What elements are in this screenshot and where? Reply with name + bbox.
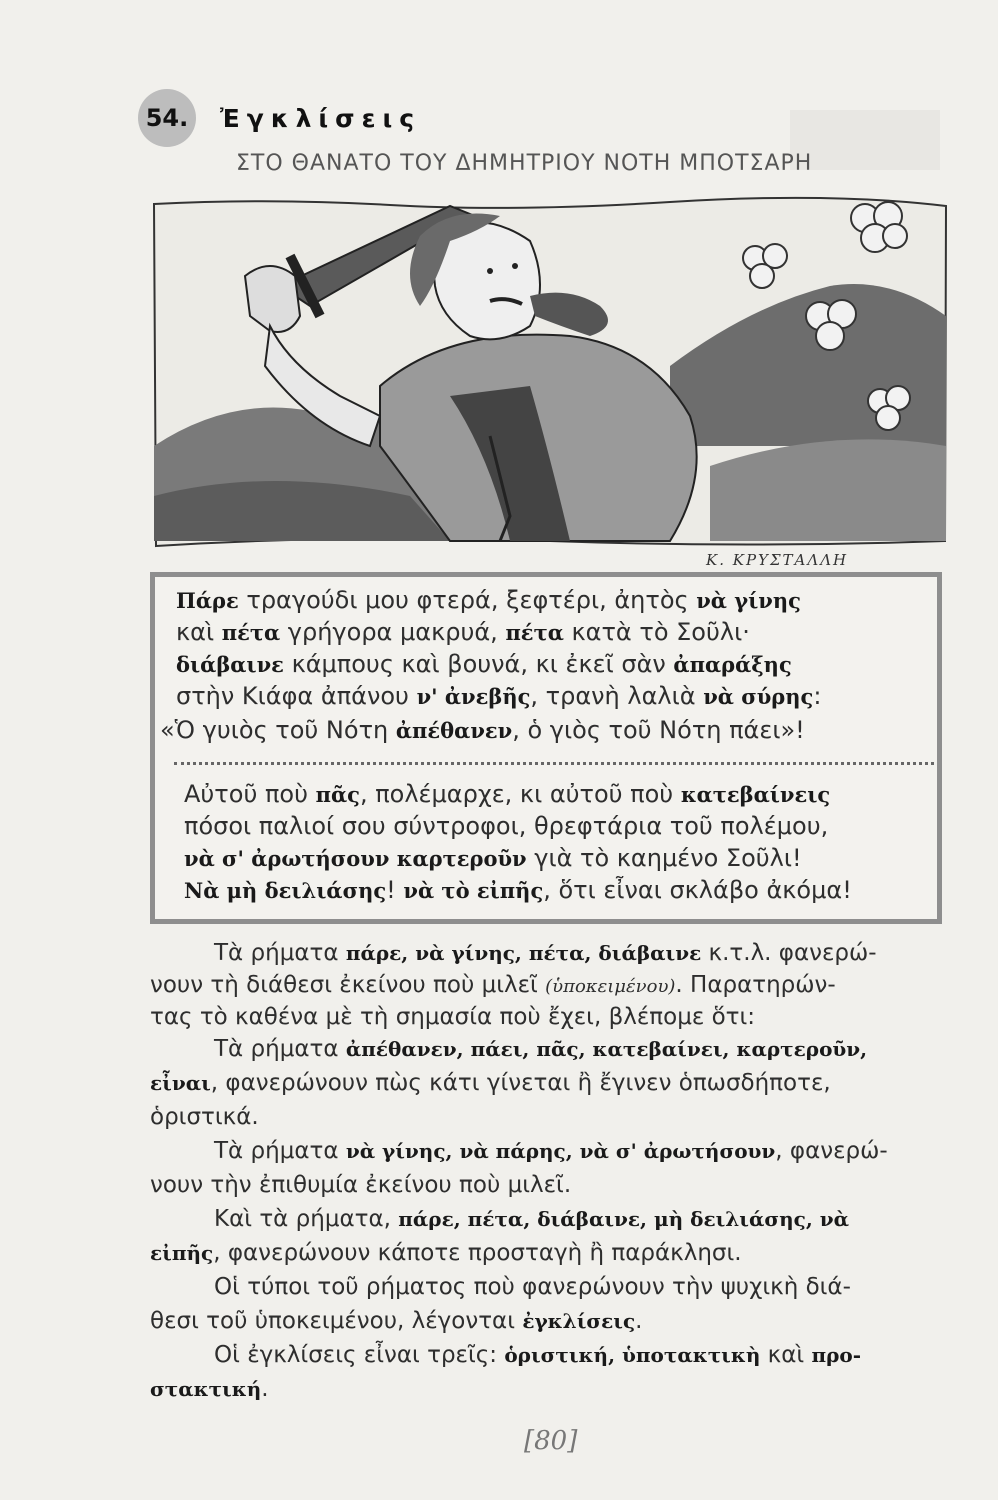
bold-term: στακτική [150, 1377, 262, 1401]
text-run: ὁριστικά. [150, 1104, 259, 1130]
text-run: Καὶ τὰ ρήματα, [214, 1206, 399, 1232]
poem-line [184, 810, 828, 842]
body-line [150, 1306, 642, 1336]
bold-term: νὰ σύρης [703, 684, 814, 709]
text-run: κάμπους καὶ βουνά, κι ἐκεῖ σὰν [283, 650, 674, 678]
bold-term: νὰ γίνης, νὰ πάρης, νὰ σ' ἀρωτήσουν [345, 1139, 776, 1163]
text-run: Αὐτοῦ ποὺ [184, 780, 316, 808]
bold-term: νὰ σ' ἀρωτήσουν καρτεροῦν [184, 846, 527, 871]
illustration-credit: Κ. ΚΡΥΣΤΑΛΛΗ [706, 551, 849, 569]
text-run: νουν τὴ διάθεσι ἐκείνου ποὺ μιλεῖ [150, 972, 546, 998]
body-line [214, 1034, 867, 1064]
poem-line [160, 714, 805, 747]
bold-term: εἰπῆς [150, 1241, 214, 1265]
body-line [150, 1102, 259, 1132]
text-run: , τρανὴ λαλιὰ [530, 682, 704, 710]
poem-line [176, 680, 821, 713]
poem-subtitle: ΣΤΟ ΘΑΝΑΤΟ ΤΟΥ ΔΗΜΗΤΡΙΟΥ ΝΟΤΗ ΜΠΟΤΣΑΡΗ [236, 151, 813, 176]
bold-term: ἀπέθανεν, πάει, πᾶς, κατεβαίνει, καρτεροῦν, [345, 1037, 868, 1061]
body-line [214, 1340, 861, 1370]
poem-line [176, 648, 792, 681]
bold-term: πᾶς [315, 782, 360, 807]
text-run: καὶ [176, 618, 222, 646]
italic-term: (ὑποκειμένου) [545, 976, 676, 997]
text-run: , φανερώνουν κάποτε προσταγὴ ἢ παράκλησι. [213, 1240, 742, 1266]
poem-line [176, 616, 750, 649]
text-run: . [261, 1376, 269, 1402]
bold-term: νὰ τὸ εἰπῆς [403, 878, 544, 903]
text-run: . [635, 1308, 643, 1334]
bold-term: κατεβαίνεις [680, 782, 831, 807]
body-line [214, 1272, 851, 1302]
text-run: . Παρατηρών- [675, 972, 836, 998]
warrior-illustration [150, 196, 950, 551]
page-number: [80] [524, 1426, 578, 1456]
text-run: κ.τ.λ. φανερώ- [701, 940, 877, 966]
text-run: τας τὸ καθένα μὲ τὴ σημασία ποὺ ἔχει, βλέπομε ὅτι: [150, 1004, 756, 1030]
text-run: , φανερώνουν πὼς κάτι γίνεται ἢ ἔγινεν ὁπωσδήποτε, [210, 1070, 831, 1096]
body-line [150, 970, 836, 1002]
text-run: καὶ [760, 1342, 812, 1368]
text-run: , φανερώ- [775, 1138, 888, 1164]
text-run: , ὅτι εἶναι σκλάβο ἀκόμα! [543, 876, 852, 904]
bold-term: ἐγκλίσεις [522, 1309, 636, 1333]
body-line [150, 1002, 755, 1032]
lesson-header [138, 88, 421, 148]
bold-term: Νὰ μὴ δειλιάσης [184, 878, 387, 903]
text-run: κατὰ τὸ Σοῦλι· [563, 618, 750, 646]
text-run: γρήγορα μακρυά, [280, 618, 506, 646]
text-run: γιὰ τὸ καημένο Σοῦλι! [526, 844, 802, 872]
stanza-separator [174, 762, 934, 775]
body-line [214, 1204, 849, 1234]
text-run: Τὰ ρήματα [214, 1036, 346, 1062]
text-run: : [813, 682, 822, 710]
bold-term: ἀπέθανεν [395, 718, 513, 743]
bold-term: εἶναι [150, 1071, 211, 1095]
bold-term: ὁριστική, ὑποτακτικὴ [504, 1343, 761, 1367]
body-line [150, 1068, 831, 1098]
text-run: Τὰ ρήματα [214, 1138, 346, 1164]
body-line [214, 1136, 888, 1166]
bold-term: πάρε, νὰ γίνης, πέτα, διάβαινε [345, 941, 702, 965]
body-line [214, 938, 877, 968]
text-run: , ὁ γιὸς τοῦ Νότη πάει»! [512, 716, 805, 744]
text-run: «Ὁ γυιὸς τοῦ Νότη [160, 716, 396, 744]
bold-term: πάρε, πέτα, διάβαινε, μὴ δειλιάσης, νὰ [398, 1207, 850, 1231]
bold-term: νὰ γίνης [696, 588, 801, 613]
body-line [150, 1170, 571, 1200]
text-run: νουν τὴν ἐπιθυμία ἐκείνου ποὺ μιλεῖ. [150, 1172, 572, 1198]
warrior-drawing [150, 196, 950, 551]
bold-term: ἀπαράξης [673, 652, 792, 677]
bold-term: προ- [811, 1343, 862, 1367]
text-run: Οἱ ἐγκλίσεις εἶναι τρεῖς: [214, 1342, 505, 1368]
poem-line [176, 584, 801, 617]
poem-line [184, 874, 852, 907]
bold-term: Πάρε [176, 588, 239, 613]
poem-line [184, 842, 802, 875]
bold-term: πέτα [221, 620, 281, 645]
text-run: , πολέμαρχε, κι αὐτοῦ ποὺ [359, 780, 681, 808]
text-run: θεσι τοῦ ὑποκειμένου, λέγονται [150, 1308, 523, 1334]
text-run: Οἱ τύποι τοῦ ρήματος ποὺ φανερώνουν τὴν ψυχικὴ διά- [214, 1274, 851, 1300]
bold-term: διάβαινε [176, 652, 284, 677]
body-line [150, 1374, 269, 1404]
text-run: πόσοι παλιοί σου σύντροφοι, θρεφτάρια τοῦ πολέμου, [184, 812, 829, 840]
text-run: Τὰ ρήματα [214, 940, 346, 966]
lesson-number-badge: 54. [138, 89, 196, 147]
body-line [150, 1238, 742, 1268]
text-run: στὴν Κιάφα ἀπάνου [176, 682, 417, 710]
text-run: τραγούδι μου φτερά, ξεφτέρι, ἀητὸς [238, 586, 697, 614]
bold-term: πέτα [505, 620, 564, 645]
poem-line [184, 778, 830, 811]
text-run: ! [386, 876, 404, 904]
lesson-title: Ἐγκλίσεις [220, 103, 422, 133]
bold-term: ν' ἀνεβῆς [416, 684, 531, 709]
